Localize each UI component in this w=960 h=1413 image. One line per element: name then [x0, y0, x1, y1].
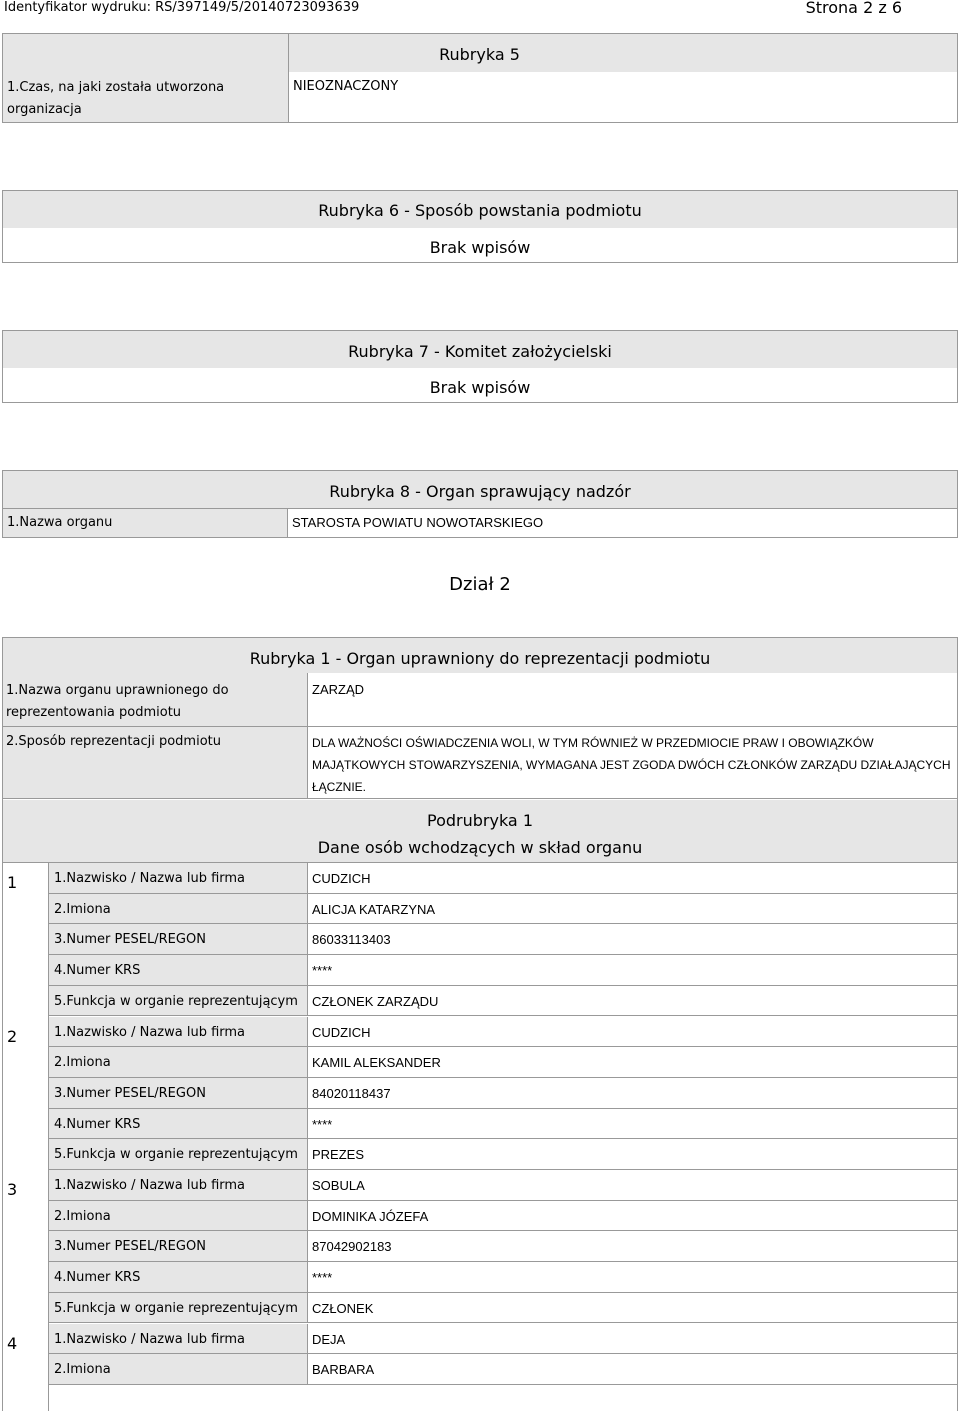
person-names-value: ALICJA KATARZYNA	[312, 901, 436, 917]
person-number: 4	[7, 1333, 18, 1353]
rubryka-5-label: 1.Czas, na jaki została utworzona organizacja	[7, 80, 225, 117]
person-value-cell	[307, 1231, 957, 1262]
representation-method-value: DLA WAŻNOŚCI OŚWIADCZENIA WOLI, W TYM RÓWNIEŻ W PRZEDMIOCIE PRAW I OBOWIĄZKÓW MAJĄTKOWYCH STOWARZYSZENIA, WYMAGANA JEST ZGODA DWÓCH CZŁONKÓW ZARZĄDU DZIAŁAJĄCYCH ŁĄCZNIE.	[312, 736, 951, 794]
organ-name-label: 1.Nazwa organu uprawnionego do reprezentowania podmiotu	[6, 683, 229, 720]
person-value-cell	[307, 1078, 957, 1109]
rubryka-6-value: Brak wpisów	[429, 238, 531, 257]
page-number: Strona 2 z 6	[805, 0, 902, 17]
podrubryka-subtitle: Dane osób wchodzących w skład organu	[317, 838, 643, 857]
person-value-cell	[307, 1324, 957, 1355]
person-value-cell	[307, 1293, 957, 1324]
person-surname-value: DEJA	[312, 1331, 346, 1347]
person-value-cell	[307, 1109, 957, 1140]
person-names-label: 2.Imiona	[54, 1362, 111, 1378]
person-pesel-value: 87042902183	[312, 1239, 392, 1255]
person-names-label: 2.Imiona	[54, 1055, 111, 1071]
person-pesel-label: 3.Numer PESEL/REGON	[54, 1239, 206, 1255]
person-surname-value: CUDZICH	[312, 1024, 371, 1040]
person-krs-value: ****	[312, 1116, 333, 1132]
person-value-cell	[307, 955, 957, 986]
person-function-value: CZŁONEK	[312, 1300, 374, 1316]
rubryka-1-title: Rubryka 1 - Organ uprawniony do reprezentacji podmiotu	[249, 649, 711, 668]
rubryka-5-title: Rubryka 5	[439, 45, 520, 64]
person-surname-value: CUDZICH	[312, 871, 371, 886]
person-function-value: CZŁONEK ZARZĄDU	[312, 993, 439, 1009]
person-pesel-value: 86033113403	[312, 932, 391, 948]
rubryka-7-value: Brak wpisów	[429, 378, 531, 397]
person-pesel-value: 84020118437	[312, 1085, 391, 1101]
person-names-value: BARBARA	[312, 1362, 375, 1378]
person-surname-label: 1.Nazwisko / Nazwa lub firma	[54, 1024, 246, 1040]
person-krs-value: ****	[312, 963, 333, 979]
person-value-cell	[307, 1354, 957, 1385]
rubryka-6-title: Rubryka 6 - Sposób powstania podmiotu	[318, 201, 642, 220]
person-function-label: 5.Funkcja w organie reprezentującym	[54, 1147, 298, 1163]
person-krs-label: 4.Numer KRS	[54, 1270, 141, 1286]
representation-method-label: 2.Sposób reprezentacji podmiotu	[6, 734, 221, 749]
person-number: 3	[7, 1180, 18, 1199]
rubryka-8-title: Rubryka 8 - Organ sprawujący nadzór	[329, 482, 631, 501]
person-surname-label: 1.Nazwisko / Nazwa lub firma	[54, 871, 246, 886]
person-pesel-label: 3.Numer PESEL/REGON	[54, 1085, 206, 1101]
person-number: 1	[7, 873, 18, 892]
person-function-value: PREZES	[312, 1147, 365, 1163]
rubryka-7-title: Rubryka 7 - Komitet założycielski	[348, 342, 612, 361]
person-surname-label: 1.Nazwisko / Nazwa lub firma	[54, 1178, 246, 1193]
person-names-value: DOMINIKA JÓZEFA	[312, 1208, 429, 1224]
person-names-label: 2.Imiona	[54, 1208, 111, 1224]
person-function-label: 5.Funkcja w organie reprezentującym	[54, 993, 298, 1009]
rubryka-8-value: STAROSTA POWIATU NOWOTARSKIEGO	[292, 515, 544, 530]
person-function-label: 5.Funkcja w organie reprezentującym	[54, 1300, 298, 1316]
organ-name-value: ZARZĄD	[312, 682, 364, 697]
person-value-cell	[307, 924, 957, 955]
person-value-cell	[307, 1170, 957, 1201]
person-number: 2	[7, 1026, 18, 1046]
person-surname-label: 1.Nazwisko / Nazwa lub firma	[54, 1331, 246, 1347]
person-krs-label: 4.Numer KRS	[54, 963, 141, 979]
person-krs-value: ****	[312, 1270, 333, 1286]
person-value-cell	[307, 1262, 957, 1293]
person-krs-label: 4.Numer KRS	[54, 1116, 141, 1132]
rubryka-5-value: NIEOZNACZONY	[293, 79, 399, 94]
print-identifier: Identyfikator wydruku: RS/397149/5/20140723093639	[4, 0, 360, 15]
person-surname-value: SOBULA	[312, 1178, 365, 1193]
podrubryka-title: Podrubryka 1	[427, 811, 533, 830]
person-pesel-label: 3.Numer PESEL/REGON	[54, 932, 206, 948]
dzial-title: Dział 2	[449, 574, 511, 595]
rubryka-8-label: 1.Nazwa organu	[7, 515, 113, 530]
person-names-label: 2.Imiona	[54, 901, 111, 917]
person-value-cell	[307, 1139, 957, 1170]
person-names-value: KAMIL ALEKSANDER	[312, 1055, 441, 1071]
person-value-cell	[307, 1017, 957, 1048]
person-value-cell	[307, 863, 957, 894]
